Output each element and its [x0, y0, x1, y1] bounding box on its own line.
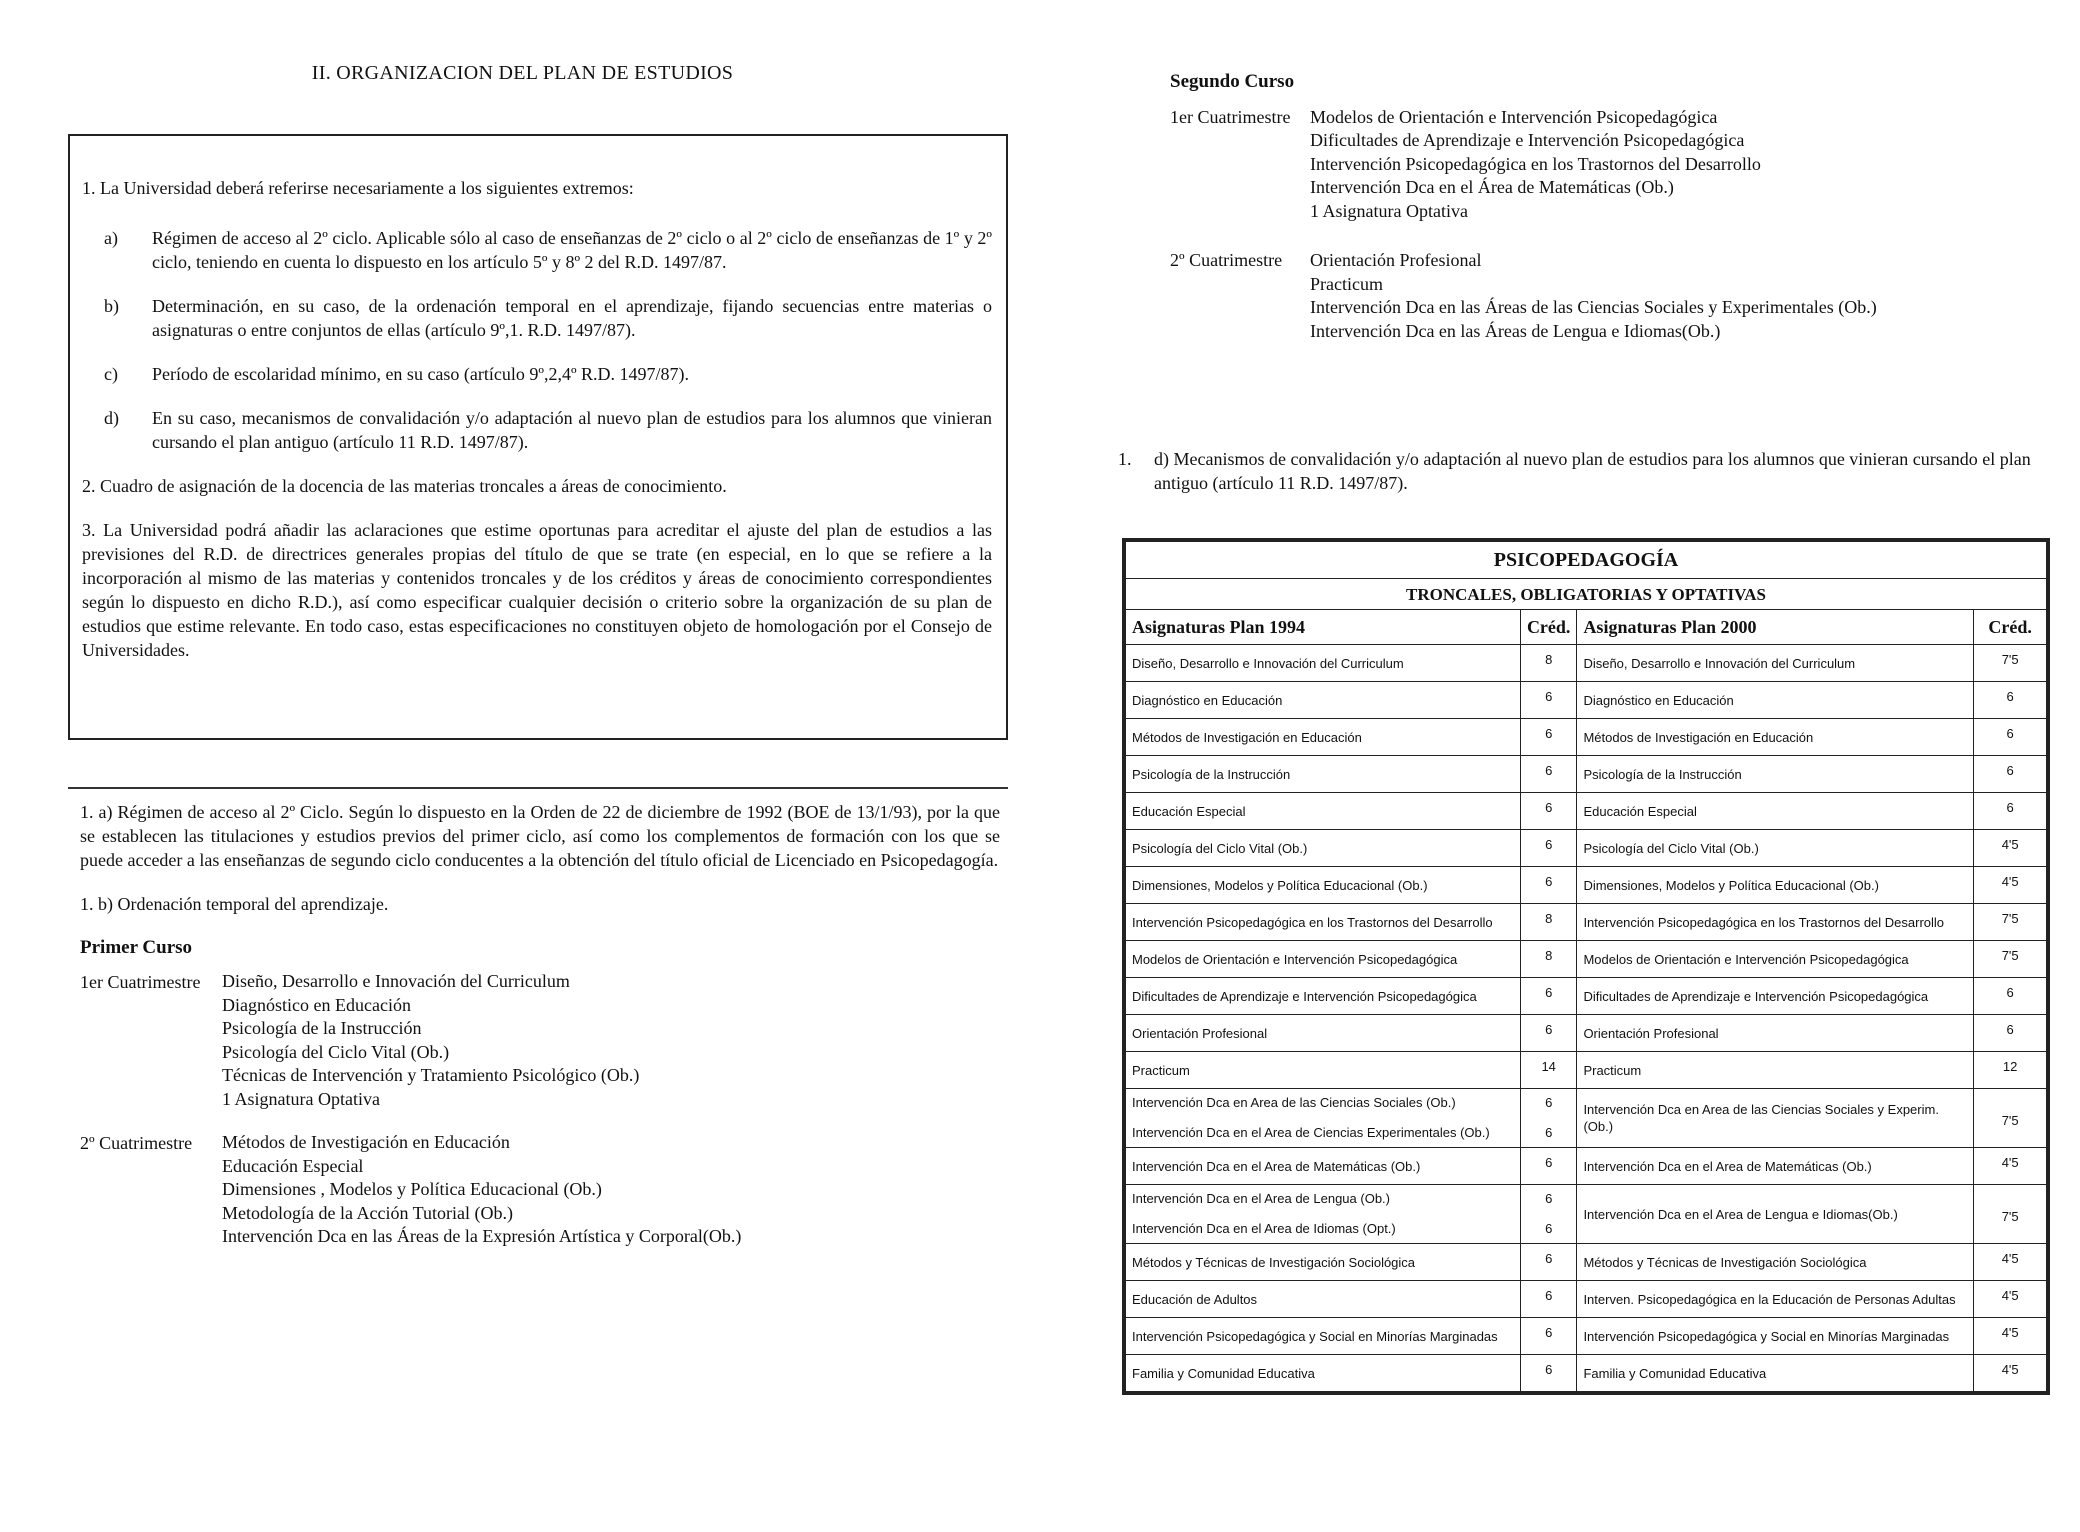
instruction-item-d: d) En su caso, mecanismos de convalidación y/o adaptación al nuevo plan de estudios para los alumnos que vinieran cursando el plan antiguo (artículo 11 R.D. 1497/87).	[104, 408, 992, 452]
table-cell: Familia y Comunidad Educativa	[1126, 1355, 1521, 1392]
table-cell: 6	[1974, 978, 2047, 1015]
table-row	[1126, 682, 2047, 719]
table-row	[1126, 1318, 2047, 1355]
table-cell: Orientación Profesional	[1577, 1015, 1974, 1052]
table-cell: Educación de Adultos	[1126, 1281, 1521, 1318]
table-cell: 6	[1520, 830, 1577, 867]
table-row	[1126, 904, 2047, 941]
table-cell: 6	[1545, 1095, 1553, 1110]
subject: Intervención Dca en las Áreas de Lengua e Idiomas(Ob.)	[1310, 320, 1721, 341]
subject: Intervención Psicopedagógica en los Trastornos del Desarrollo	[1310, 153, 1761, 174]
section-1d-text: d) Mecanismos de convalidación y/o adaptación al nuevo plan de estudios para los alumnos que vinieran cursando el plan antiguo (artículo 11 R.D. 1497/87).	[1154, 449, 2031, 493]
segundo-curso	[1160, 70, 2060, 363]
subject: Intervención Dca en las Áreas de la Expresión Artística y Corporal(Ob.)	[222, 1226, 742, 1246]
table-cell: 7'5	[1974, 904, 2047, 941]
table-row	[1126, 1185, 2047, 1244]
table-cell: Orientación Profesional	[1126, 1015, 1521, 1052]
table-cell: Dificultades de Aprendizaje e Intervención Psicopedagógica	[1126, 978, 1521, 1015]
primer-curso-heading: Primer Curso	[80, 937, 193, 958]
table-row	[1126, 1089, 2047, 1148]
term-label: 2º Cuatrimestre	[1170, 250, 1283, 270]
instructions-box	[68, 134, 1008, 740]
instruction-2: 2. Cuadro de asignación de la docencia de las materias troncales a áreas de conocimiento.	[82, 476, 727, 496]
table-row	[1126, 719, 2047, 756]
table-title: PSICOPEDAGOGÍA	[1126, 542, 2047, 579]
subject: Dificultades de Aprendizaje e Intervención Psicopedagógica	[1310, 130, 1745, 150]
table-cell: 6	[1520, 756, 1577, 793]
table-cell: 4'5	[1974, 1281, 2047, 1318]
instruction-item-b: b) Determinación, en su caso, de la ordenación temporal en el aprendizaje, fijando secuencias entre materias o asignaturas o entre conjuntos de ellas (artículo 9º,1. R.D. 1497/87).	[104, 296, 992, 340]
table-row	[1126, 1281, 2047, 1318]
page-title: II. ORGANIZACION DEL PLAN DE ESTUDIOS	[311, 62, 734, 84]
subject: Educación Especial	[222, 1155, 364, 1176]
term-subjects	[1310, 106, 2060, 224]
table-cell: Psicología del Ciclo Vital (Ob.)	[1126, 830, 1521, 867]
table-cell: Intervención Psicopedagógica y Social en Minorías Marginadas	[1126, 1318, 1521, 1355]
table-cell: 4'5	[1974, 867, 2047, 904]
table-cell: 4'5	[1974, 1148, 2047, 1185]
subject: Métodos de Investigación en Educación	[222, 1132, 510, 1152]
table-cell: Intervención Dca en el Area de Lengua e Idiomas(Ob.)	[1577, 1185, 1974, 1244]
table-cell: 6	[1520, 1281, 1577, 1318]
table-cell: 6	[1974, 793, 2047, 830]
table-cell: Familia y Comunidad Educativa	[1577, 1355, 1974, 1392]
table-cell: 6	[1545, 1191, 1553, 1206]
divider	[68, 787, 1008, 789]
table-row	[1126, 867, 2047, 904]
table-cell: 6	[1545, 1221, 1553, 1236]
subject: Intervención Dca en las Áreas de las Ciencias Sociales y Experimentales (Ob.)	[1310, 297, 1877, 317]
table-cell: 6	[1520, 719, 1577, 756]
table-row	[1126, 1015, 2047, 1052]
table-cell: Métodos de Investigación en Educación	[1126, 719, 1521, 756]
header-plan-2000: Asignaturas Plan 2000	[1577, 610, 1974, 645]
table-cell: 4'5	[1974, 1355, 2047, 1392]
table-row	[1126, 1244, 2047, 1281]
header-cred-1994: Créd.	[1520, 610, 1577, 645]
table-cell: 12	[1974, 1052, 2047, 1089]
table-cell: Practicum	[1126, 1052, 1521, 1089]
table-cell: Diagnóstico en Educación	[1577, 682, 1974, 719]
segundo-curso-heading: Segundo Curso	[1170, 71, 1295, 92]
table-row	[1126, 1148, 2047, 1185]
term-subjects	[222, 1131, 1000, 1249]
table-cell: Practicum	[1577, 1052, 1974, 1089]
table-cell: Educación Especial	[1126, 793, 1521, 830]
table-cell: 4'5	[1974, 1244, 2047, 1281]
subject: Intervención Dca en el Área de Matemáticas (Ob.)	[1310, 177, 1674, 197]
instruction-1: 1. La Universidad deberá referirse necesariamente a los siguientes extremos:	[82, 178, 634, 198]
term-label: 2º Cuatrimestre	[80, 1133, 193, 1153]
subject: Orientación Profesional	[1310, 250, 1482, 270]
table-cell: Métodos y Técnicas de Investigación Sociológica	[1577, 1244, 1974, 1281]
table-cell: Psicología del Ciclo Vital (Ob.)	[1577, 830, 1974, 867]
subject: Psicología de la Instrucción	[222, 1018, 422, 1038]
table-cell: Modelos de Orientación e Intervención Psicopedagógica	[1126, 941, 1521, 978]
table-cell: 4'5	[1974, 1318, 2047, 1355]
table-row	[1126, 978, 2047, 1015]
table-cell: 6	[1520, 867, 1577, 904]
table-cell: Diseño, Desarrollo e Innovación del Curriculum	[1577, 645, 1974, 682]
table-cell: 7'5	[1974, 645, 2047, 682]
subject: Practicum	[1310, 273, 1383, 294]
table-cell: Intervención Dca en el Area de Ciencias Experimentales (Ob.)	[1132, 1125, 1490, 1140]
table-cell: Métodos y Técnicas de Investigación Sociológica	[1126, 1244, 1521, 1281]
table-cell: 6	[1520, 1148, 1577, 1185]
table-cell: 14	[1520, 1052, 1577, 1089]
table-row	[1126, 793, 2047, 830]
table-cell: Intervención Dca en el Area de Matemáticas (Ob.)	[1126, 1148, 1521, 1185]
subject: Diagnóstico en Educación	[222, 994, 411, 1015]
subject: Diseño, Desarrollo e Innovación del Curriculum	[222, 971, 570, 991]
subject: Técnicas de Intervención y Tratamiento Psicológico (Ob.)	[222, 1065, 640, 1085]
table-cell: Educación Especial	[1577, 793, 1974, 830]
subject: Psicología del Ciclo Vital (Ob.)	[222, 1041, 450, 1062]
table-cell: Modelos de Orientación e Intervención Psicopedagógica	[1577, 941, 1974, 978]
table-header-row	[1126, 610, 2047, 645]
table-cell: 6	[1520, 1318, 1577, 1355]
table-cell: 6	[1974, 1015, 2047, 1052]
table-cell: Intervención Psicopedagógica en los Trastornos del Desarrollo	[1126, 904, 1521, 941]
table-cell: 6	[1520, 793, 1577, 830]
table-row	[1126, 941, 2047, 978]
table-cell: Intervención Psicopedagógica en los Trastornos del Desarrollo	[1577, 904, 1974, 941]
table-cell: 7'5	[1974, 1089, 2047, 1148]
term-subjects	[1310, 249, 2060, 343]
left-content	[80, 800, 1000, 1269]
term-label: 1er Cuatrimestre	[80, 972, 201, 992]
table-cell: Psicología de la Instrucción	[1126, 756, 1521, 793]
header-cred-2000: Créd.	[1974, 610, 2047, 645]
subject: Metodología de la Acción Tutorial (Ob.)	[222, 1202, 513, 1223]
section-1a: 1. a) Régimen de acceso al 2º Ciclo. Según lo dispuesto en la Orden de 22 de diciembre de 1992 (BOE de 13/1/93), por la que se establecen las titulaciones y estudios previos del primer ciclo, así como los complementos de formación con los que se puede acceder a las enseñanzas de segundo ciclo conducentes a la obtención del título oficial de Licenciado en Psicopedagogía.	[80, 802, 1000, 870]
instruction-item-a: a) Régimen de acceso al 2º ciclo. Aplicable sólo al caso de enseñanzas de 2º ciclo o al 2º ciclo de enseñanzas de 1º y 2º ciclo, teniendo en cuenta lo dispuesto en los artículo 5º y 8º 2 del R.D. 1497/87.	[104, 228, 992, 272]
primer-curso-term-1	[80, 970, 1000, 1111]
section-1b: 1. b) Ordenación temporal del aprendizaje.	[80, 894, 389, 914]
table-cell: Psicología de la Instrucción	[1577, 756, 1974, 793]
table-cell: 7'5	[1974, 1185, 2047, 1244]
segundo-curso-term-2	[1160, 249, 2060, 343]
table-cell: Intervención Dca en el Area de Idiomas (Opt.)	[1132, 1221, 1396, 1236]
table-cell: Métodos de Investigación en Educación	[1577, 719, 1974, 756]
table-cell: 8	[1520, 645, 1577, 682]
table-cell: 6	[1545, 1125, 1553, 1140]
instruction-item-c: c) Período de escolaridad mínimo, en su caso (artículo 9º,2,4º R.D. 1497/87).	[104, 364, 690, 384]
section-1d-label: 1.	[1118, 449, 1132, 469]
term-subjects	[222, 970, 1000, 1111]
table-cell: Dimensiones, Modelos y Política Educacional (Ob.)	[1126, 867, 1521, 904]
table-cell: Diseño, Desarrollo e Innovación del Curriculum	[1126, 645, 1521, 682]
section-1d	[1118, 447, 2048, 495]
table-cell: Intervención Dca en Area de las Ciencias Sociales y Experim.(Ob.)	[1577, 1089, 1974, 1148]
table-cell: 6	[1520, 1355, 1577, 1392]
adaptation-table	[1122, 538, 2050, 1395]
table-cell: 6	[1520, 682, 1577, 719]
table-subtitle: TRONCALES, OBLIGATORIAS Y OPTATIVAS	[1126, 579, 2047, 610]
table-cell: 6	[1520, 1244, 1577, 1281]
table-cell: 6	[1520, 978, 1577, 1015]
table-cell: Diagnóstico en Educación	[1126, 682, 1521, 719]
subject: 1 Asignatura Optativa	[222, 1088, 380, 1109]
table-cell: 8	[1520, 904, 1577, 941]
segundo-curso-term-1	[1160, 106, 2060, 224]
table-row	[1126, 645, 2047, 682]
instruction-3: 3. La Universidad podrá añadir las aclaraciones que estime oportunas para acreditar el ajuste del plan de estudios a las previsiones del R.D. de directrices generales propias del título de que se trate (en especial, en lo que se refiere a la incorporación al mismo de las materias y contenidos troncales y de los créditos y áreas de conocimiento correspondientes según lo dispuesto en dicho R.D.), así como especificar cualquier decisión o criterio sobre la organización de su plan de estudios que estime relevante. En todo caso, estas especificaciones no constituyen objeto de homologación por el Consejo de Universidades.	[82, 520, 992, 660]
table-cell: Intervención Dca en el Area de Lengua (Ob.)	[1132, 1191, 1390, 1206]
table-row	[1126, 1355, 2047, 1392]
table-cell: Intervención Dca en el Area de Matemáticas (Ob.)	[1577, 1148, 1974, 1185]
table-cell: Intervención Dca en Area de las Ciencias Sociales (Ob.)	[1132, 1095, 1456, 1110]
table-row	[1126, 830, 2047, 867]
table-cell: Dimensiones, Modelos y Política Educacional (Ob.)	[1577, 867, 1974, 904]
table-row	[1126, 1052, 2047, 1089]
table-cell: 6	[1520, 1015, 1577, 1052]
term-label: 1er Cuatrimestre	[1170, 106, 1291, 127]
primer-curso-term-2	[80, 1131, 1000, 1249]
table-cell: 6	[1974, 756, 2047, 793]
table-cell: 6	[1974, 719, 2047, 756]
table-cell: Dificultades de Aprendizaje e Intervención Psicopedagógica	[1577, 978, 1974, 1015]
table-cell: 8	[1520, 941, 1577, 978]
table-cell: Interven. Psicopedagógica en la Educación de Personas Adultas	[1577, 1281, 1974, 1318]
table-row	[1126, 756, 2047, 793]
table-cell: 4'5	[1974, 830, 2047, 867]
subject: Dimensiones , Modelos y Política Educacional (Ob.)	[222, 1179, 602, 1199]
table-cell: 6	[1974, 682, 2047, 719]
header-plan-1994: Asignaturas Plan 1994	[1126, 610, 1521, 645]
table-cell: Intervención Psicopedagógica y Social en Minorías Marginadas	[1577, 1318, 1974, 1355]
subject: 1 Asignatura Optativa	[1310, 200, 1468, 221]
subject: Modelos de Orientación e Intervención Psicopedagógica	[1310, 106, 1718, 127]
table-cell: 7'5	[1974, 941, 2047, 978]
